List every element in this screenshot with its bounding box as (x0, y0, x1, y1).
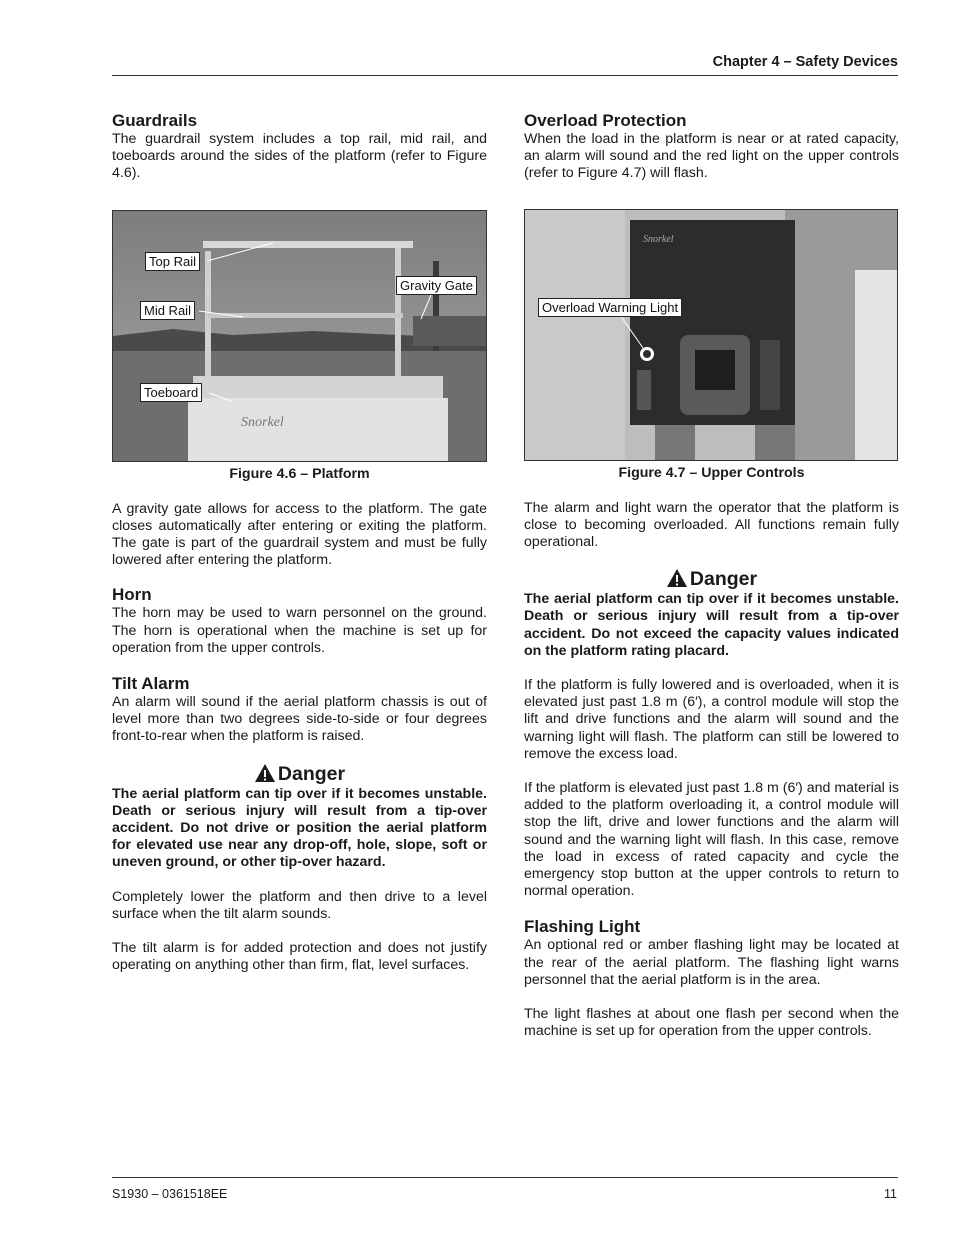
guardrails-heading: Guardrails (112, 111, 198, 130)
right-column (524, 111, 899, 1040)
platform-photo (113, 211, 486, 461)
warning-triangle-icon (254, 763, 276, 783)
gravity-gate-callout: Gravity Gate (396, 276, 477, 295)
overload-text: When the load in the platform is near or at rated capacity, an alarm will sound and the red light on the upper controls (refer to Figure 4.7) will flash. (524, 131, 899, 182)
upper-controls-figure (524, 209, 898, 461)
horn-text: The horn may be used to warn personnel on the ground. The horn is operational when the machine is set up for operation from the upper controls. (112, 605, 487, 656)
elevated-text: If the platform is elevated just past 1.8 m (6′) and material is added to the platform overloading it, a control module will stop the lift, drive and lower functions and the alarm will sound and the warning light will flash. In this case, remove the load in excess of rated capacity and cycle the emergency stop button at the upper controls to return to normal operation. (524, 780, 899, 900)
danger-heading-left (112, 763, 487, 785)
chapter-title: Chapter 4 – Safety Devices (712, 54, 898, 70)
danger-text-right: The aerial platform can tip over if it becomes unstable. Death or serious injury will result from a tip-over accident. Do not exceed the capacity values indicated on the platform rating placard. (524, 591, 899, 659)
danger-heading-right (524, 568, 899, 590)
lower-platform-text: Completely lower the platform and then drive to a level surface when the tilt alarm sounds. (112, 888, 487, 922)
left-column (112, 111, 487, 974)
toeboard-callout: Toeboard (140, 383, 202, 402)
warning-triangle-icon (666, 568, 688, 588)
guardrails-text: The guardrail system includes a top rail, mid rail, and toeboards around the sides of the platform (refer to Figure 4.6). (112, 131, 487, 182)
platform-brand-text: Snorkel (241, 414, 284, 430)
flashing-light-heading: Flashing Light (524, 917, 641, 937)
horn-heading: Horn (112, 585, 152, 605)
danger-label-left: Danger (277, 762, 346, 785)
figure-4-7-caption: Figure 4.7 – Upper Controls (618, 464, 805, 481)
platform-figure (112, 210, 487, 462)
alarm-light-text: The alarm and light warn the operator that the platform is close to becoming overloaded. All functions remain fully operational. (524, 499, 899, 551)
fully-lowered-text: If the platform is fully lowered and is overloaded, when it is elevated just past 1.8 m (6′), a control module will stop the lift and drive functions and the alarm will sound and the warning light will flash. The platform can still be lowered to remove the excess load. (524, 677, 899, 762)
danger-label-right: Danger (689, 568, 758, 591)
figure-4-6-caption: Figure 4.6 – Platform (229, 465, 370, 482)
header-rule (112, 75, 898, 76)
gravity-gate-text: A gravity gate allows for access to the platform. The gate closes automatically after entering or exiting the platform. The gate is part of the guardrail system and must be fully lowered after entering the platform. (112, 500, 487, 569)
flash-rate-text: The light flashes at about one flash per second when the machine is set up for operation from the upper controls. (524, 1006, 899, 1040)
overload-warning-light-callout: Overload Warning Light (538, 298, 682, 317)
tilt-alarm-heading: Tilt Alarm (112, 674, 190, 694)
danger-text-left: The aerial platform can tip over if it becomes unstable. Death or serious injury will result from a tip-over accident. Do not drive or position the aerial platform for elevated use near any drop-off, hole, slope, soft or uneven ground, or other tip-over hazard. (112, 785, 487, 871)
tilt-alarm-text: An alarm will sound if the aerial platform chassis is out of level more than two degrees side-to-side or four degrees front-to-rear when the platform is raised. (112, 694, 487, 745)
document-id: S1930 – 0361518EE (112, 1187, 228, 1201)
overload-heading: Overload Protection (524, 111, 687, 130)
tilt-alarm-note: The tilt alarm is for added protection and does not justify operating on anything other than firm, flat, level surfaces. (112, 940, 487, 974)
mid-rail-callout: Mid Rail (140, 301, 195, 320)
footer-rule (112, 1177, 898, 1178)
top-rail-callout: Top Rail (145, 252, 200, 271)
page-number: 11 (884, 1187, 897, 1201)
flashing-light-text: An optional red or amber flashing light may be located at the rear of the aerial platform. The flashing light warns personnel that the aerial platform is in the area. (524, 937, 899, 988)
controls-brand-text: Snorkel (643, 233, 674, 245)
upper-controls-photo (525, 210, 897, 460)
